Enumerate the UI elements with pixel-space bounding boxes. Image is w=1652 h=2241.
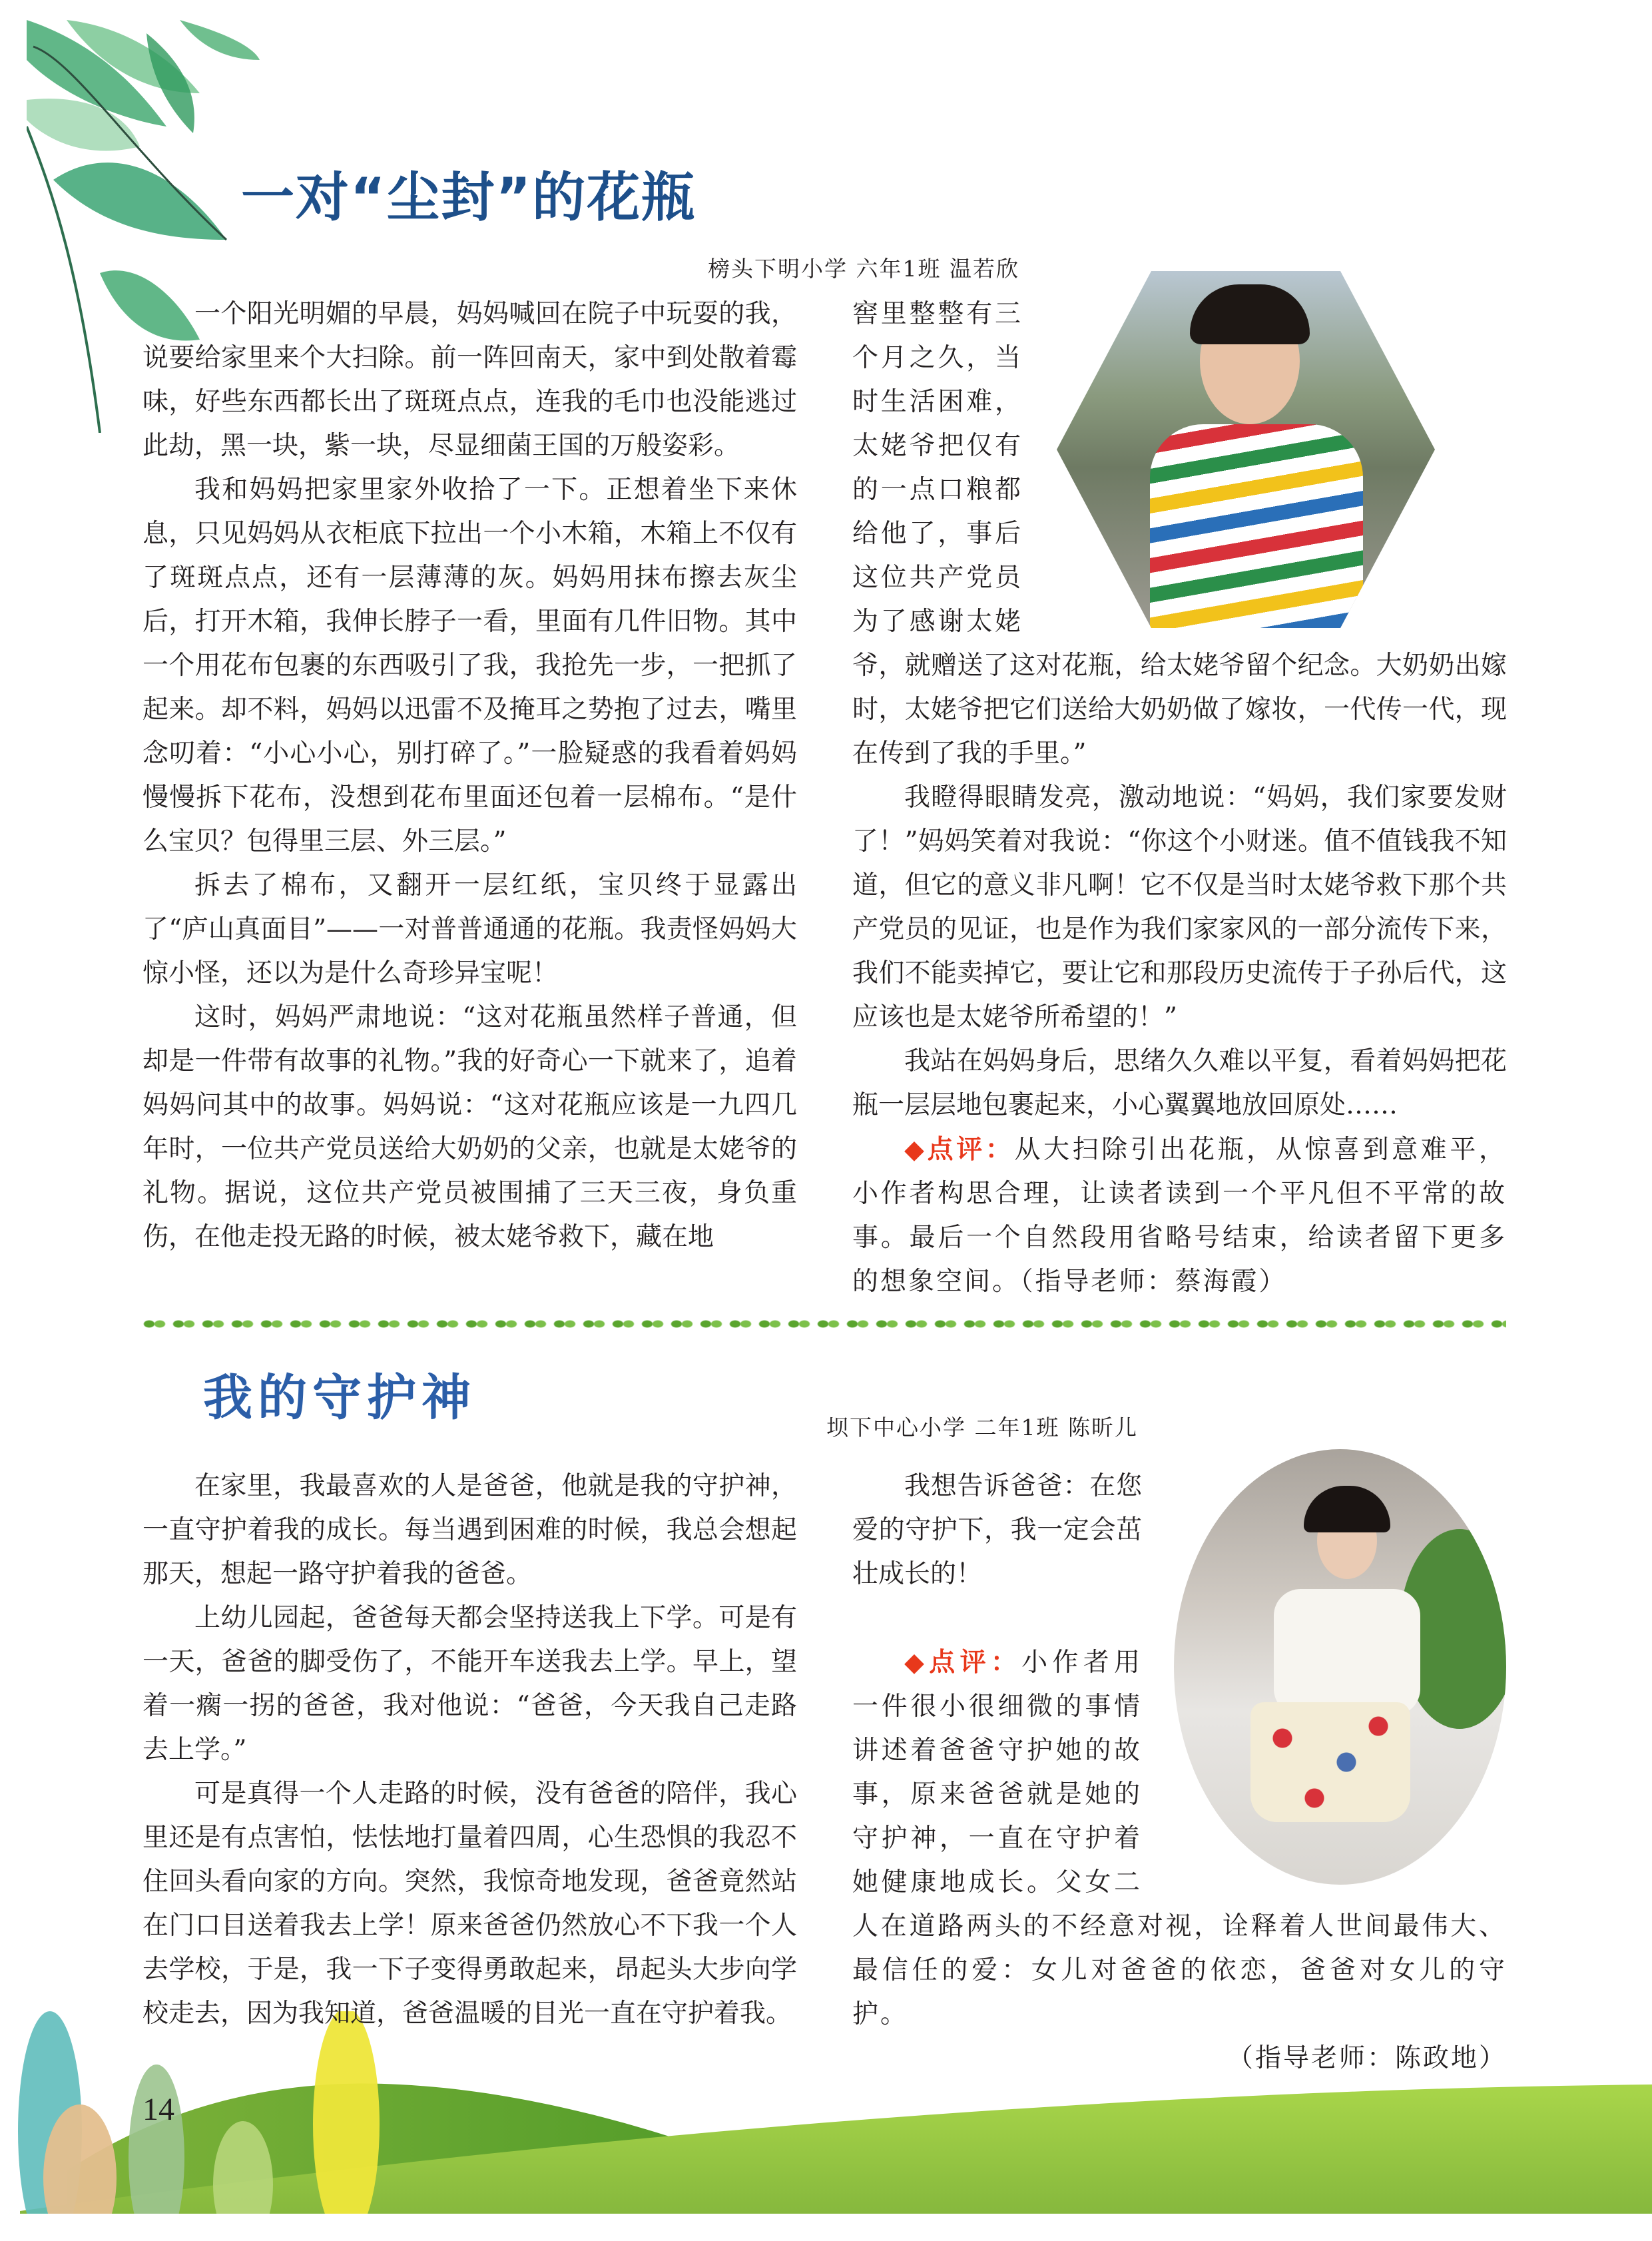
paragraph: 这时，妈妈严肃地说：“这对花瓶虽然样子普通，但却是一件带有故事的礼物。”我的好奇心一下就来了，追着妈妈问其中的故事。妈妈说：“这对花瓶应该是一九四几年时，一位共产党员送给大奶奶的父亲，也就是太姥爷的礼物。据说，这位共产党员被围捕了三天三夜，身负重伤，在他走投无路的时候，被太姥爷救下，藏在地 [142, 1002, 797, 1252]
paragraph: 可是真得一个人走路的时候，没有爸爸的陪伴，我心里还是有点害怕，怯怯地打量着四周，心生恐惧的我忍不住回头看向家的方向。突然，我惊奇地发现，爸爸竟然站在门口目送着我去上学！原来爸爸仍然放心不下我一个人去学校，于是，我一下子变得勇敢起来，昂起头大步向学校走去，因为我知道，爸爸温暖的目光一直在守护着我。 [142, 1779, 797, 2029]
paragraph: 上幼儿园起，爸爸每天都会坚持送我上下学。可是有一天，爸爸的脚受伤了，不能开车送我去上学。早上，望着一瘸一拐的爸爸，我对他说：“爸爸，今天我自己走路去上学。” [142, 1603, 797, 1765]
teacher-credit: （指导老师：陈政地） [1227, 2043, 1507, 2073]
page-number: 14 [142, 2092, 174, 2127]
article2-byline: 坝下中心小学 二年1班 陈昕儿 [826, 1415, 1138, 1441]
paragraph: 我和妈妈把家里家外收拾了一下。正想着坐下来休息，只见妈妈从衣柜底下拉出一个小木箱，木箱上不仅有了斑斑点点，还有一层薄薄的灰。妈妈用抹布擦去灰尘后，打开木箱，我伸长脖子一看，里面有几件旧物。其中一个用花布包裹的东西吸引了我，我抢先一步，一把抓了起来。却不料，妈妈以迅雷不及掩耳之势抱了过去，嘴里念叨着：“小心小心，别打碎了。”一脸疑惑的我看着妈妈慢慢拆下花布，没想到花布里面还包着一层棉布。“是什么宝贝？包得里三层、外三层。” [142, 475, 797, 856]
diamond-icon: ◆ [904, 1135, 928, 1165]
article1-right-column [852, 292, 1507, 1304]
comment-label: 点评： [927, 1134, 1015, 1165]
paragraph: 窖里整整有三个月之久，当时生活困难，太姥爷把仅有的一点口粮都给他了，事后这位共产党员为了感谢太姥爷，就赠送了这对花瓶，给太姥爷留个纪念。大奶奶出嫁时，太姥爷把它们送给大奶奶做了嫁妆，一代传一代，现在传到了我的手里。” [852, 299, 1507, 769]
article1-left-column [142, 292, 797, 1259]
comment-label: 点评： [929, 1647, 1022, 1678]
paragraph: 一个阳光明媚的早晨，妈妈喊回在院子中玩耍的我，说要给家里来个大扫除。前一阵回南天，家中到处散着霉味，好些东西都长出了斑斑点点，连我的毛巾也没能逃过此劫，黑一块，紫一块，尽显细菌王国的万般姿彩。 [142, 299, 797, 461]
paragraph: 在家里，我最喜欢的人是爸爸，他就是我的守护神，一直守护着我的成长。每当遇到困难的时候，我总会想起那天，想起一路守护着我的爸爸。 [142, 1471, 797, 1589]
comment [852, 1127, 1507, 1304]
article2-left-column [142, 1464, 797, 2036]
comment-text: 小作者用一件很小很细微的事情讲述着爸爸守护她的故事，原来爸爸就是她的守护神，一直在守护着她健康地成长。父女二人在道路两头的不经意对视，诠释着人世间最伟大、最信任的爱：女儿对爸爸的依恋，爸爸对女儿的守护。 [852, 1648, 1507, 2029]
article2-title: 我的守护神 [203, 1369, 476, 1427]
diamond-icon: ◆ [904, 1648, 930, 1678]
paragraph: 我站在妈妈身后，思绪久久难以平复，看着妈妈把花瓶一层层地包裹起来，小心翼翼地放回原处…… [852, 1046, 1507, 1120]
leaf-divider [142, 1317, 1506, 1331]
comment-text: 从大扫除引出花瓶，从惊喜到意难平，小作者构思合理，让读者读到一个平凡但不平常的故事。最后一个自然段用省略号结束，给读者留下更多的想象空间。（指导老师：蔡海霞） [852, 1135, 1507, 1297]
article1-title: 一对“尘封”的花瓶 [241, 166, 696, 228]
article2-right-column [852, 1464, 1507, 2081]
paragraph: 我想告诉爸爸：在您爱的守护下，我一定会茁壮成长的！ [852, 1471, 1142, 1589]
article1-byline: 榜头下明小学 六年1班 温若欣 [708, 256, 1019, 282]
paragraph: 我瞪得眼睛发亮，激动地说：“妈妈，我们家要发财了！”妈妈笑着对我说：“你这个小财迷。值不值钱我不知道，但它的意义非凡啊！它不仅是当时太姥爷救下那个共产党员的见证，也是作为我们家家风的一部分流传下来，我们不能卖掉它，要让它和那段历史流传于子孙后代，这应该也是太姥爷所希望的！” [852, 783, 1507, 1032]
paragraph: 拆去了棉布，又翻开一层红纸，宝贝终于显露出了“庐山真面目”——一对普普通通的花瓶。我责怪妈妈大惊小怪，还以为是什么奇珍异宝呢！ [142, 870, 797, 988]
